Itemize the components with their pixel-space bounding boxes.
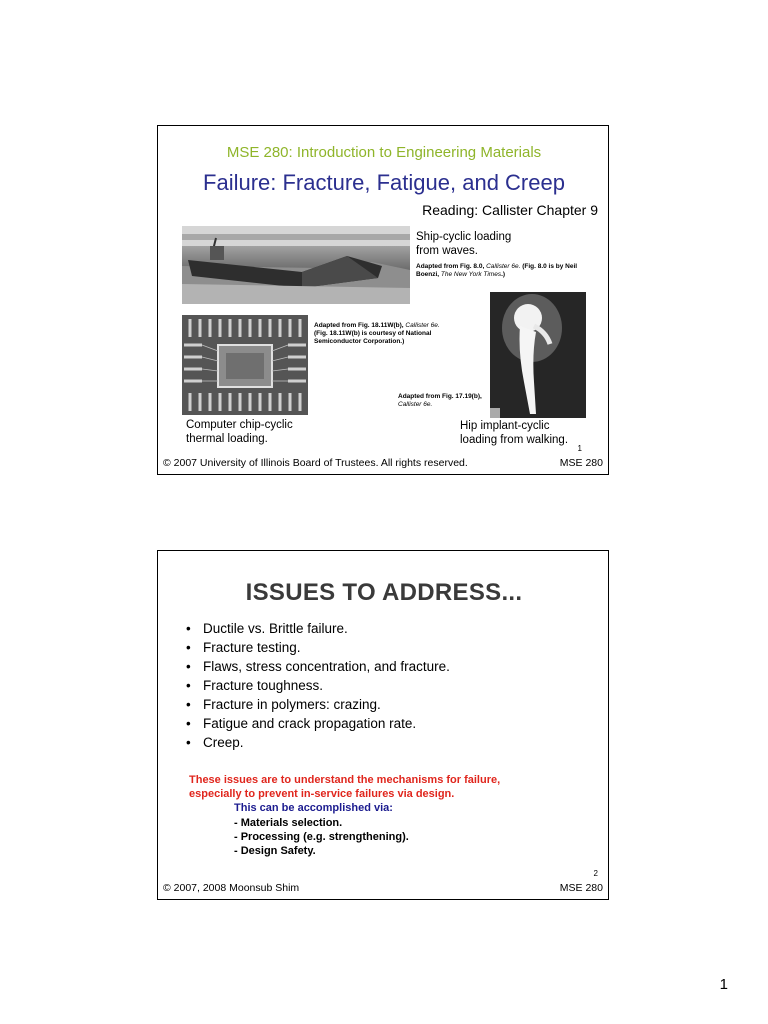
course-footer: MSE 280 (559, 457, 603, 469)
list-item: • Ductile vs. Brittle failure. (186, 619, 450, 638)
list-item: • Flaws, stress concentration, and fracture. (186, 657, 450, 676)
hip-caption: Hip implant-cyclic loading from walking. (460, 420, 569, 446)
issues-list (186, 619, 450, 752)
list-item: • Fracture testing. (186, 638, 450, 657)
slide-page-number: 1 (577, 444, 582, 453)
list-item: • Creep. (186, 733, 450, 752)
copyright-footer: © 2007 University of Illinois Board of Trustees. All rights reserved. (163, 457, 468, 469)
slide-page-number: 2 (593, 869, 598, 878)
ship-credit: Adapted from Fig. 8.0, Callister 6e. (Fig. 8.0 is by Neil Boenzi, The New York Times.) (416, 263, 578, 278)
list-item: • Fracture in polymers: crazing. (186, 695, 450, 714)
computer-chip-photo (182, 315, 308, 415)
course-footer: MSE 280 (559, 882, 603, 894)
hip-implant-photo (490, 292, 586, 418)
chip-caption: Computer chip-cyclic thermal loading. (186, 419, 293, 445)
purpose-note: These issues are to understand the mechanisms for failure, especially to prevent in-service failures via design. (189, 774, 501, 800)
slide-1 (157, 125, 609, 475)
approach-list: - Materials selection. - Processing (e.g. strengthening). - Design Safety. (234, 817, 409, 857)
ship-caption: Ship-cyclic loading from waves. (416, 231, 512, 257)
page-number: 1 (719, 976, 728, 993)
reading-note: Reading: Callister Chapter 9 (422, 202, 598, 218)
approach-heading: This can be accomplished via: (234, 802, 393, 814)
list-item: • Fracture toughness. (186, 676, 450, 695)
course-title: MSE 280: Introduction to Engineering Materials (226, 144, 542, 161)
hip-credit: Adapted from Fig. 17.19(b), Callister 6e. (398, 393, 482, 408)
list-item: • Fatigue and crack propagation rate. (186, 714, 450, 733)
slide-title: Failure: Fracture, Fatigue, and Creep (203, 170, 565, 195)
copyright-footer: © 2007, 2008 Moonsub Shim (163, 882, 300, 894)
slide-2 (157, 550, 609, 900)
ship-photo (182, 226, 410, 304)
slide-title: ISSUES TO ADDRESS... (245, 579, 523, 606)
chip-credit: Adapted from Fig. 18.11W(b), Callister 6e. (Fig. 18.11W(b) is courtesy of National Semiconductor Corporation.) (314, 322, 440, 345)
